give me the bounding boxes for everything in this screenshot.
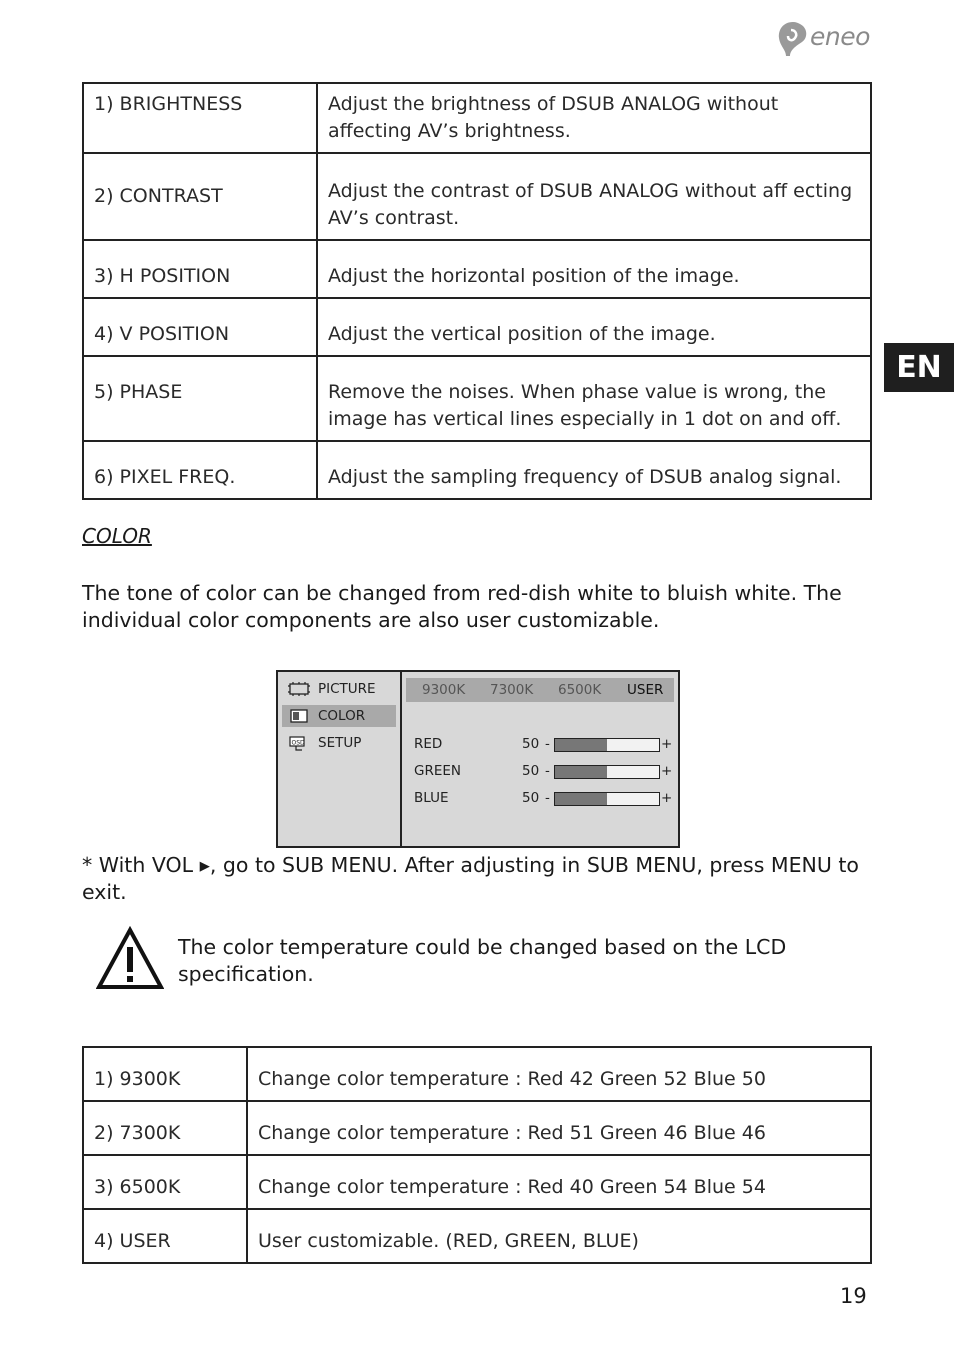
table-row <box>83 1047 871 1101</box>
table-cell-item: 2) 7300K <box>83 1101 247 1155</box>
table-cell-item: 1) BRIGHTNESS <box>83 83 317 153</box>
osd-preset-6500k: 6500K <box>558 682 602 698</box>
table-cell-item: 5) PHASE <box>83 356 317 441</box>
osd-channel-value: 50 <box>522 736 540 752</box>
osd-preset-user: USER <box>627 682 664 698</box>
osd-channel-label: RED <box>414 736 443 752</box>
table-row <box>83 1209 871 1263</box>
osd-menu-label: SETUP <box>318 735 362 751</box>
table-cell-description: Change color temperature : Red 51 Green 46 Blue 46 <box>247 1101 871 1155</box>
table-row <box>83 83 871 153</box>
warning-text: The color temperature could be changed based on the LCD specification. <box>178 935 787 986</box>
table-cell-item: 1) 9300K <box>83 1047 247 1101</box>
table-cell-description: Change color temperature : Red 40 Green 54 Blue 54 <box>247 1155 871 1209</box>
table-cell-description: Adjust the sampling frequency of DSUB analog signal. <box>317 441 871 499</box>
osd-level-bar <box>554 738 660 752</box>
page-number: 19 <box>840 1284 867 1308</box>
table-cell-description: Remove the noises. When phase value is wrong, the image has vertical lines especially in 1 dot on and off. <box>317 356 871 441</box>
table-row <box>83 356 871 441</box>
picture-icon <box>288 682 310 696</box>
osd-channel-value: 50 <box>522 763 540 779</box>
table-row <box>83 240 871 298</box>
warning-icon <box>96 926 164 990</box>
osd-level-fill <box>555 766 607 778</box>
table-cell-item: 2) CONTRAST <box>83 153 317 240</box>
table-cell-item: 3) 6500K <box>83 1155 247 1209</box>
table-cell-description: Adjust the brightness of DSUB ANALOG without affecting AV’s brightness. <box>317 83 871 153</box>
table-cell-item: 6) PIXEL FREQ. <box>83 441 317 499</box>
osd-menu-item-picture <box>282 678 396 700</box>
osd-plus-sign: + <box>661 763 673 779</box>
osd-level-bar <box>554 792 660 806</box>
table-cell-item: 4) V POSITION <box>83 298 317 356</box>
eneo-logo-icon <box>776 20 810 60</box>
osd-level-fill <box>555 739 607 751</box>
table-row <box>83 298 871 356</box>
osd-menu-item-setup <box>282 732 396 754</box>
table-row <box>83 1155 871 1209</box>
osd-channel-value: 50 <box>522 790 540 806</box>
osd-menu-label: PICTURE <box>318 681 376 697</box>
brand-logo <box>776 20 886 60</box>
color-temperature-table <box>82 1046 872 1264</box>
table-cell-description: Change color temperature : Red 42 Green 52 Blue 50 <box>247 1047 871 1101</box>
table-row <box>83 1101 871 1155</box>
osd-preset-9300k: 9300K <box>422 682 466 698</box>
osd-minus-sign: - <box>545 763 550 779</box>
osd-preset-bar <box>406 678 674 702</box>
color-icon <box>288 709 310 723</box>
table-cell-description: Adjust the horizontal position of the image. <box>317 240 871 298</box>
osd-menu-item-color <box>282 705 396 727</box>
table-cell-description: User customizable. (RED, GREEN, BLUE) <box>247 1209 871 1263</box>
navigation-note: * With VOL ▸, go to SUB MENU. After adjusting in SUB MENU, press MENU to exit. <box>82 853 859 904</box>
table-cell-description: Adjust the vertical position of the image. <box>317 298 871 356</box>
osd-plus-sign: + <box>661 790 673 806</box>
table-cell-item: 4) USER <box>83 1209 247 1263</box>
section-title: COLOR <box>82 524 152 548</box>
osd-level-fill <box>555 793 607 805</box>
table-cell-description: Adjust the contrast of DSUB ANALOG without aff ecting AV’s contrast. <box>317 153 871 240</box>
osd-menu-label: COLOR <box>318 708 366 724</box>
table-cell-item: 3) H POSITION <box>83 240 317 298</box>
svg-text:OSD: OSD <box>291 739 305 747</box>
osd-minus-sign: - <box>545 736 550 752</box>
language-tab: EN <box>884 343 954 392</box>
osd-plus-sign: + <box>661 736 673 752</box>
osd-channel-label: GREEN <box>414 763 461 779</box>
logo-text: eneo <box>810 22 870 51</box>
settings-table <box>82 82 872 500</box>
osd-setup-icon <box>288 736 310 750</box>
osd-preset-7300k: 7300K <box>490 682 534 698</box>
osd-level-bar <box>554 765 660 779</box>
osd-minus-sign: - <box>545 790 550 806</box>
table-row <box>83 441 871 499</box>
table-row <box>83 153 871 240</box>
osd-main-menu <box>278 672 402 846</box>
osd-channel-label: BLUE <box>414 790 449 806</box>
osd-menu <box>276 670 680 848</box>
section-paragraph: The tone of color can be changed from red-dish white to bluish white. The individual color components are also user customizable. <box>82 581 842 632</box>
